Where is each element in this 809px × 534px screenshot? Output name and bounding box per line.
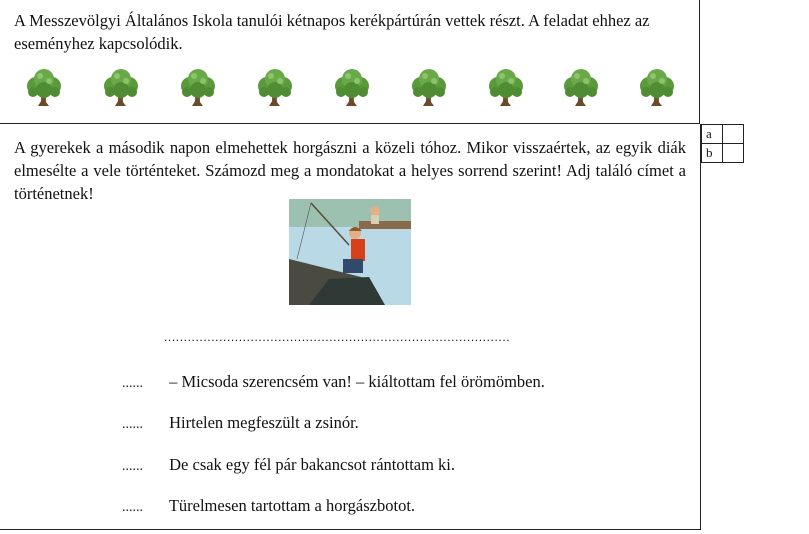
- tree-icon: [409, 68, 449, 108]
- sentence-3: [122, 455, 455, 477]
- sentence-text: De csak egy fél pár bakancsot rántottam ki.: [169, 455, 456, 474]
- tree-icon: [255, 68, 295, 108]
- sentence-2: [122, 413, 359, 435]
- sentence-text: Türelmesen tartottam a horgászbotot.: [168, 496, 416, 515]
- intro-section: [0, 0, 700, 124]
- tree-icon: [24, 68, 64, 108]
- sentence-4: [122, 496, 415, 518]
- score-cell-a[interactable]: [723, 125, 744, 144]
- tree-icon: [178, 68, 218, 108]
- sentence-text: – Micsoda szerencsém van! – kiáltottam fel örömömben.: [169, 372, 545, 391]
- score-label-b: b: [702, 144, 723, 163]
- tree-icon: [637, 68, 677, 108]
- score-label-a: a: [702, 125, 723, 144]
- order-number-blank[interactable]: ......: [122, 417, 143, 432]
- tree-icon: [332, 68, 372, 108]
- tree-icon: [486, 68, 526, 108]
- sentence-text: Hirtelen megfeszült a zsinór.: [169, 413, 359, 432]
- order-number-blank[interactable]: ......: [122, 500, 143, 515]
- score-grid: [701, 124, 744, 163]
- tree-decoration-row: [0, 68, 700, 108]
- task-section: [0, 124, 701, 530]
- story-title-input[interactable]: ........................................................................................: [164, 330, 511, 344]
- order-number-blank[interactable]: ......: [122, 376, 143, 391]
- tree-icon: [101, 68, 141, 108]
- tree-icon: [561, 68, 601, 108]
- order-number-blank[interactable]: ......: [122, 459, 143, 474]
- sentence-1: [122, 372, 545, 394]
- fishing-boy-illustration: [289, 199, 411, 305]
- task-instruction: A gyerekek a második napon elmehettek horgászni a közeli tóhoz. Mikor visszaértek, az egyik diák elmeséltе a vele történteket. Számozd meg a mondatokat a helyes sorrend szerint! Adj találó címet a történetnek!: [14, 138, 686, 203]
- score-cell-b[interactable]: [723, 144, 744, 163]
- intro-text: A Messzevölgyi Általános Iskola tanulói kétnapos kerékpártúrán vettek részt. A feladat ehhez az eseményhez kapcsolódik.: [14, 11, 650, 53]
